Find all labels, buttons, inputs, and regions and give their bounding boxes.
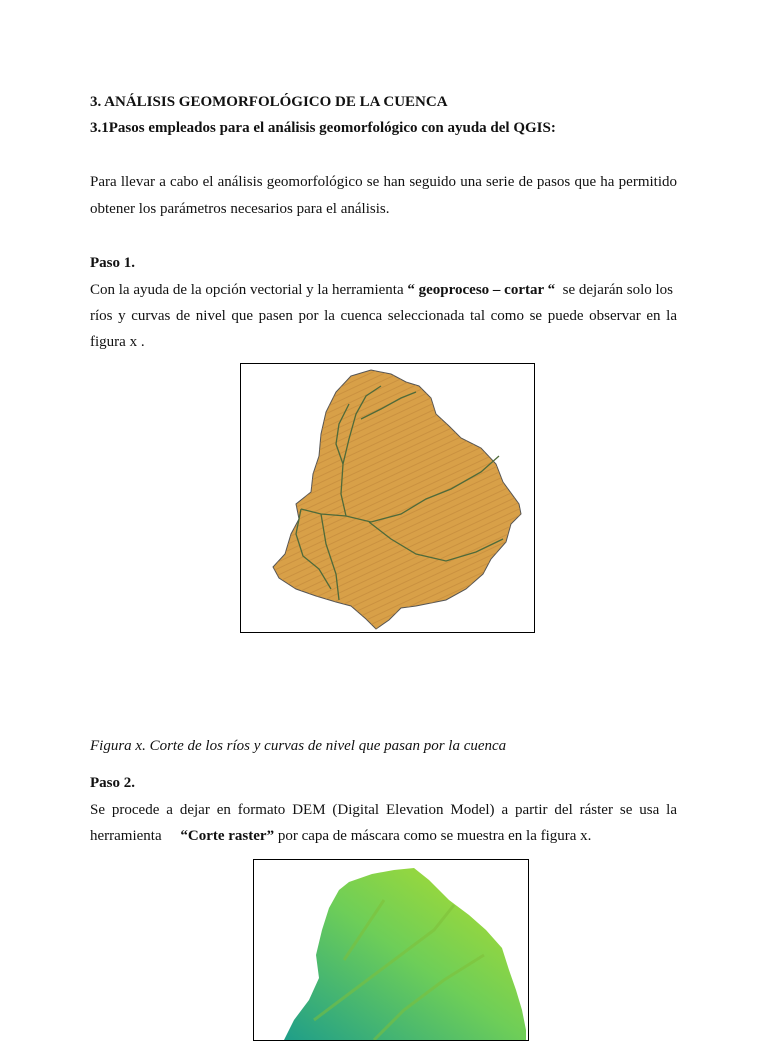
paso2-line-2-post: por capa de máscara como se muestra en la figura x. <box>274 828 592 844</box>
tool-name-corte-raster: “Corte raster” <box>180 828 275 844</box>
contour-lines <box>273 370 521 629</box>
paso1-line-2: ríos y curvas de nivel que pasen por la cuenca seleccionada tal como se puede observar en la <box>90 308 677 324</box>
dem-raster-map <box>254 860 528 1040</box>
paso1-line-1-post: se dejarán solo los <box>555 282 674 298</box>
figure-dem-raster <box>253 859 529 1041</box>
subsection-heading: 3.1Pasos empleados para el análisis geomorfológico con ayuda del QGIS: <box>90 120 556 136</box>
figure1-caption: Figura x. Corte de los ríos y curvas de nivel que pasan por la cuenca <box>90 738 507 754</box>
paso1-title: Paso 1. <box>90 255 135 271</box>
paso1-line-1-pre: Con la ayuda de la opción vectorial y la herramienta <box>90 282 408 298</box>
section-heading: 3. ANÁLISIS GEOMORFOLÓGICO DE LA CUENCA <box>90 94 448 110</box>
tool-name-geoproceso: “ geoproceso – cortar “ <box>407 282 556 298</box>
intro-line-1: Para llevar a cabo el análisis geomorfológico se han seguido una serie de pasos que ha permitido <box>90 174 677 190</box>
paso2-line-1: Se procede a dejar en formato DEM (Digital Elevation Model) a partir del ráster se usa la <box>90 802 677 818</box>
paso2-line-2 <box>90 826 677 846</box>
paso1-line-3: figura x . <box>90 334 145 350</box>
watershed-contours-map <box>241 364 534 632</box>
paso2-line-2-pre: herramienta <box>90 828 181 844</box>
paso1-line-1 <box>90 280 677 300</box>
figure-watershed-contours <box>240 363 535 633</box>
paso2-title: Paso 2. <box>90 775 135 791</box>
intro-line-2: obtener los parámetros necesarios para el análisis. <box>90 201 390 217</box>
